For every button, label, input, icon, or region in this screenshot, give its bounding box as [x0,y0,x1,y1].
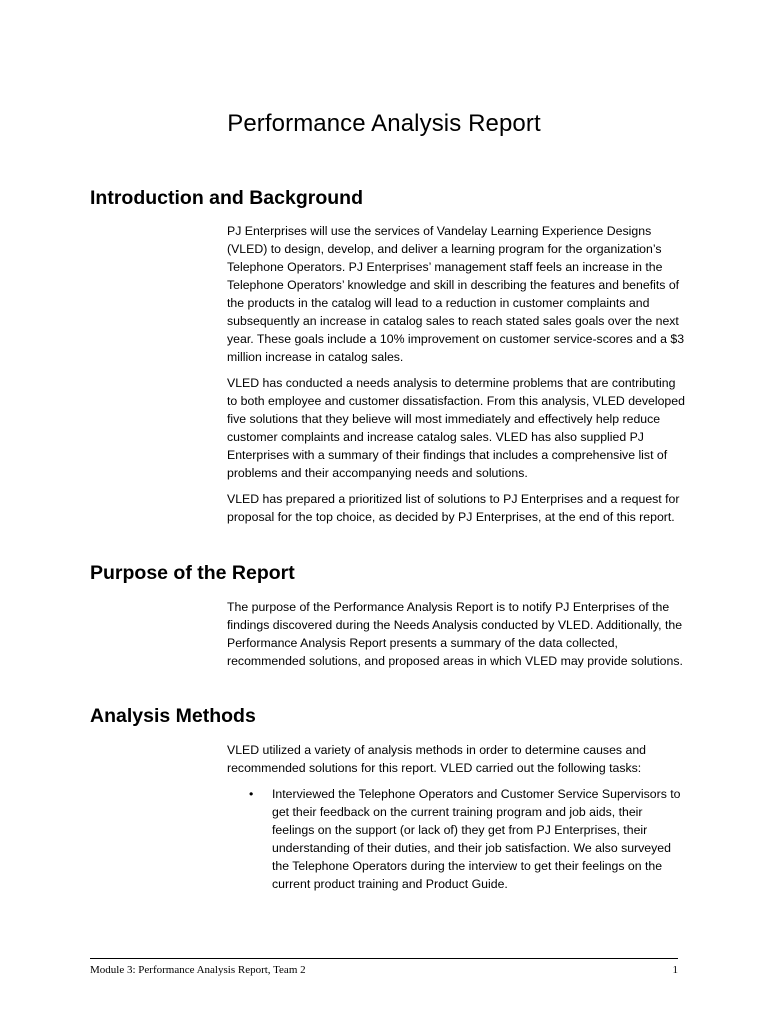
section-heading-introduction: Introduction and Background [90,187,363,209]
list-item [227,785,687,893]
section-body-analysis-methods [227,741,687,893]
list-item-text: Interviewed the Telephone Operators and Customer Service Supervisors to get their feedback on the current training program and job aids, their feelings on the support (or lack of) they get from PJ Enterprises, their understanding of their duties, and their job satisfaction. We also surveyed the Telephone Operators during the interview to get their feelings on the current product training and Product Guide. [272,787,681,891]
paragraph: The purpose of the Performance Analysis Report is to notify PJ Enterprises of the findings discovered during the Needs Analysis conducted by VLED. Additionally, the Performance Analysis Report presents a summary of the data collected, recommended solutions, and proposed areas in which VLED may provide solutions. [227,600,683,668]
footer-divider [90,958,678,959]
paragraph: VLED has prepared a prioritized list of solutions to PJ Enterprises and a request for proposal for the top choice, as decided by PJ Enterprises, at the end of this report. [227,492,680,524]
section-body-purpose [227,598,687,678]
task-list [227,785,687,893]
bullet-icon: • [249,787,254,801]
paragraph: PJ Enterprises will use the services of Vandelay Learning Experience Designs (VLED) to design, develop, and deliver a learning program for the organization’s Telephone Operators. PJ Enterprises’ management staff feels an increase in the Telephone Operators’ knowledge and skill in describing the features and benefits of the products in the catalog will lead to a reduction in customer complaints and subsequently an increase in catalog sales to reach stated sales goals over the next year. These goals include a 10% improvement on customer service-scores and a $3 million increase in catalog sales. [227,224,685,364]
section-heading-analysis-methods: Analysis Methods [90,705,256,727]
document-title: Performance Analysis Report [227,110,541,137]
paragraph: VLED has conducted a needs analysis to determine problems that are contributing to both employee and customer dissatisfaction. From this analysis, VLED developed five solutions that they believe will most immediately and effectively help reduce customer complaints and increase catalog sales. VLED has also supplied PJ Enterprises with a summary of their findings that includes a comprehensive list of problems and their accompanying needs and solutions. [227,376,685,480]
section-body-introduction [227,222,687,534]
footer-text: Module 3: Performance Analysis Report, Team 2 [90,964,306,976]
page-number: 1 [672,964,678,976]
section-heading-purpose: Purpose of the Report [90,562,295,584]
paragraph: VLED utilized a variety of analysis methods in order to determine causes and recommended solutions for this report. VLED carried out the following tasks: [227,743,646,775]
